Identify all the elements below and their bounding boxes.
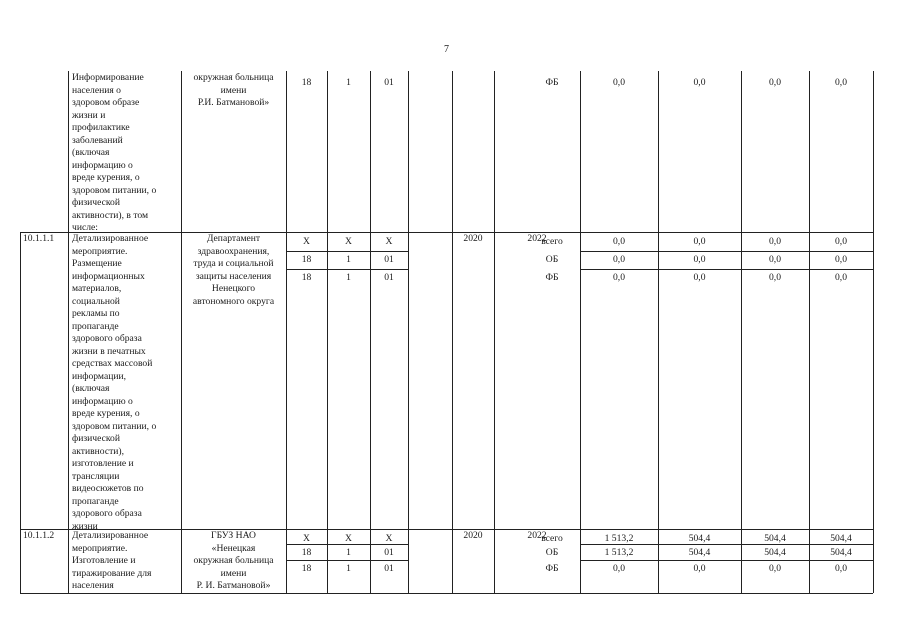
column-rule — [741, 71, 742, 593]
amount-cell: 0,0 — [769, 272, 781, 283]
sub-rule — [286, 251, 408, 252]
amount-cell: 0,0 — [835, 254, 847, 265]
funding-source: всего — [541, 236, 563, 247]
funding-source: ОБ — [545, 254, 559, 265]
amount-cell: 504,4 — [688, 533, 711, 544]
row-code: 10.1.1.2 — [23, 530, 55, 541]
name-line: рекламы по — [72, 308, 120, 319]
sub-rule — [580, 560, 873, 561]
amount-cell: 0,0 — [835, 236, 847, 247]
amount-cell: 0,0 — [835, 563, 847, 574]
name-line: активности), — [72, 445, 124, 457]
executor-line: имени — [220, 84, 247, 96]
executor-line: имени — [220, 567, 247, 579]
name-line: активности), в том — [72, 209, 149, 221]
kbk-section: 1 — [346, 563, 351, 574]
name-line: здорового образа — [72, 333, 142, 344]
name-line: социальной — [72, 295, 120, 307]
column-rule — [286, 71, 287, 593]
name-line: информации, — [72, 370, 126, 382]
amount-cell: 0,0 — [769, 563, 781, 574]
amount-cell: 0,0 — [769, 77, 781, 88]
amount-cell: 0,0 — [835, 272, 847, 283]
executor-line: Ненецкого — [211, 283, 256, 294]
kbk-subsection: 01 — [384, 77, 394, 88]
sub-rule — [580, 544, 873, 545]
name-line: Детализированное — [72, 233, 149, 244]
amount-cell: 0,0 — [835, 77, 847, 88]
amount-cell: 0,0 — [613, 236, 625, 247]
column-rule — [68, 71, 69, 593]
amount-cell: 0,0 — [693, 236, 706, 247]
amount-cell: 0,0 — [693, 563, 706, 574]
name-line: Изготовление и — [72, 555, 136, 566]
kbk-section: 1 — [346, 77, 351, 88]
funding-source: ФБ — [545, 272, 559, 283]
column-rule — [20, 232, 21, 593]
executor-line: Департамент — [206, 233, 261, 244]
amount-cell: 504,4 — [764, 547, 786, 558]
executor-line: автономного округа — [192, 295, 275, 307]
name-line: населения о — [72, 84, 121, 96]
kbk-subsection: 01 — [384, 254, 394, 265]
name-line: здоровом питании, о — [72, 184, 157, 196]
amount-cell: 0,0 — [693, 77, 706, 88]
executor-line: Р.И. Батмановой» — [197, 97, 270, 108]
name-line: физической — [72, 433, 120, 444]
sub-rule — [286, 269, 408, 270]
year-end: 2022 — [527, 233, 547, 244]
amount-cell: 504,4 — [830, 547, 852, 558]
kbk-chapter: 18 — [301, 272, 312, 283]
name-line: пропаганде — [72, 495, 119, 507]
name-line: пропаганде — [72, 320, 119, 332]
name-line: жизни и — [72, 109, 106, 121]
kbk-section: X — [345, 533, 352, 544]
amount-cell: 0,0 — [613, 563, 625, 574]
name-line: информационных — [72, 270, 145, 282]
name-line: (включая — [72, 383, 110, 394]
column-rule — [181, 71, 182, 593]
funding-source: всего — [541, 533, 563, 544]
column-rule — [327, 71, 328, 593]
name-line: трансляции — [72, 470, 120, 482]
sub-rule — [580, 251, 873, 252]
executor-line: здравоохранения, — [197, 245, 270, 257]
name-line: здоровом образе — [72, 97, 140, 108]
kbk-subsection: X — [385, 533, 393, 544]
name-line: физической — [72, 197, 120, 208]
amount-cell: 504,4 — [688, 547, 711, 558]
name-line: изготовление и — [72, 458, 134, 469]
kbk-chapter: 18 — [301, 77, 312, 88]
name-line: тиражирование для — [72, 567, 152, 579]
name-line: информацию о — [72, 395, 133, 407]
amount-cell: 504,4 — [830, 533, 852, 544]
kbk-subsection: 01 — [384, 272, 394, 283]
amount-cell: 1 513,2 — [604, 547, 634, 558]
kbk-chapter: 18 — [301, 563, 312, 574]
name-line: мероприятие. — [72, 245, 128, 257]
executor-line: труда и социальной — [193, 258, 274, 269]
name-line: информацию о — [72, 159, 133, 171]
amount-cell: 0,0 — [613, 77, 625, 88]
executor-line: окружная больница — [193, 555, 274, 566]
column-rule — [370, 71, 371, 593]
name-line: материалов, — [72, 283, 122, 294]
kbk-subsection: 01 — [384, 547, 394, 558]
column-rule — [809, 71, 810, 593]
name-line: Информирование — [72, 72, 144, 83]
amount-cell: 0,0 — [693, 272, 706, 283]
name-line: здоровом питании, о — [72, 420, 157, 432]
year-end: 2022 — [527, 530, 547, 541]
funding-source: ФБ — [545, 563, 559, 574]
sub-rule — [286, 560, 408, 561]
name-line: жизни в печатных — [72, 345, 146, 357]
funding-source: ФБ — [545, 77, 559, 88]
column-rule — [408, 71, 409, 593]
kbk-chapter: 18 — [301, 547, 312, 558]
kbk-subsection: 01 — [384, 563, 394, 574]
executor-line: окружная больница — [193, 72, 274, 83]
year-start: 2020 — [463, 233, 483, 244]
name-line: Размещение — [72, 258, 122, 269]
executor-line: защиты населения — [195, 270, 272, 282]
year-start: 2020 — [463, 530, 483, 541]
sub-rule — [580, 269, 873, 270]
column-rule — [452, 71, 453, 593]
kbk-section: 1 — [346, 272, 351, 283]
column-rule — [580, 71, 581, 593]
kbk-subsection: X — [385, 236, 393, 247]
amount-cell: 0,0 — [769, 254, 781, 265]
amount-cell: 504,4 — [764, 533, 786, 544]
column-rule — [494, 71, 495, 593]
name-line: профилактике — [72, 122, 130, 133]
name-line: средствах массовой — [72, 358, 153, 369]
column-rule — [873, 71, 874, 593]
name-line: населения — [72, 580, 114, 591]
executor-line: «Ненецкая — [211, 542, 256, 554]
sub-rule — [286, 544, 408, 545]
name-line: видеосюжетов по — [72, 483, 144, 494]
kbk-chapter: 18 — [301, 254, 312, 265]
program-table — [20, 71, 873, 593]
column-rule — [658, 71, 659, 593]
executor-line: ГБУЗ НАО — [211, 530, 256, 541]
name-line: мероприятие. — [72, 542, 128, 554]
name-line: (включая — [72, 147, 110, 158]
funding-source: ОБ — [545, 547, 559, 558]
row-code: 10.1.1.1 — [23, 233, 55, 244]
amount-cell: 0,0 — [769, 236, 781, 247]
kbk-section: X — [345, 236, 352, 247]
amount-cell: 0,0 — [613, 254, 625, 265]
kbk-chapter: X — [303, 533, 310, 544]
name-line: Детализированное — [72, 530, 149, 541]
name-line: заболеваний — [72, 134, 123, 146]
name-line: жизни — [72, 520, 98, 532]
name-line: вреде курения, о — [72, 408, 140, 419]
amount-cell: 0,0 — [693, 254, 706, 265]
name-line: здорового образа — [72, 508, 142, 519]
kbk-section: 1 — [346, 254, 351, 265]
amount-cell: 0,0 — [613, 272, 625, 283]
amount-cell: 1 513,2 — [604, 533, 634, 544]
name-line: числе: — [72, 222, 98, 233]
executor-line: Р. И. Батмановой» — [196, 580, 271, 591]
kbk-chapter: X — [303, 236, 310, 247]
kbk-section: 1 — [346, 547, 351, 558]
row-rule — [20, 593, 873, 594]
page-number: 7 — [444, 44, 449, 55]
name-line: вреде курения, о — [72, 172, 140, 183]
